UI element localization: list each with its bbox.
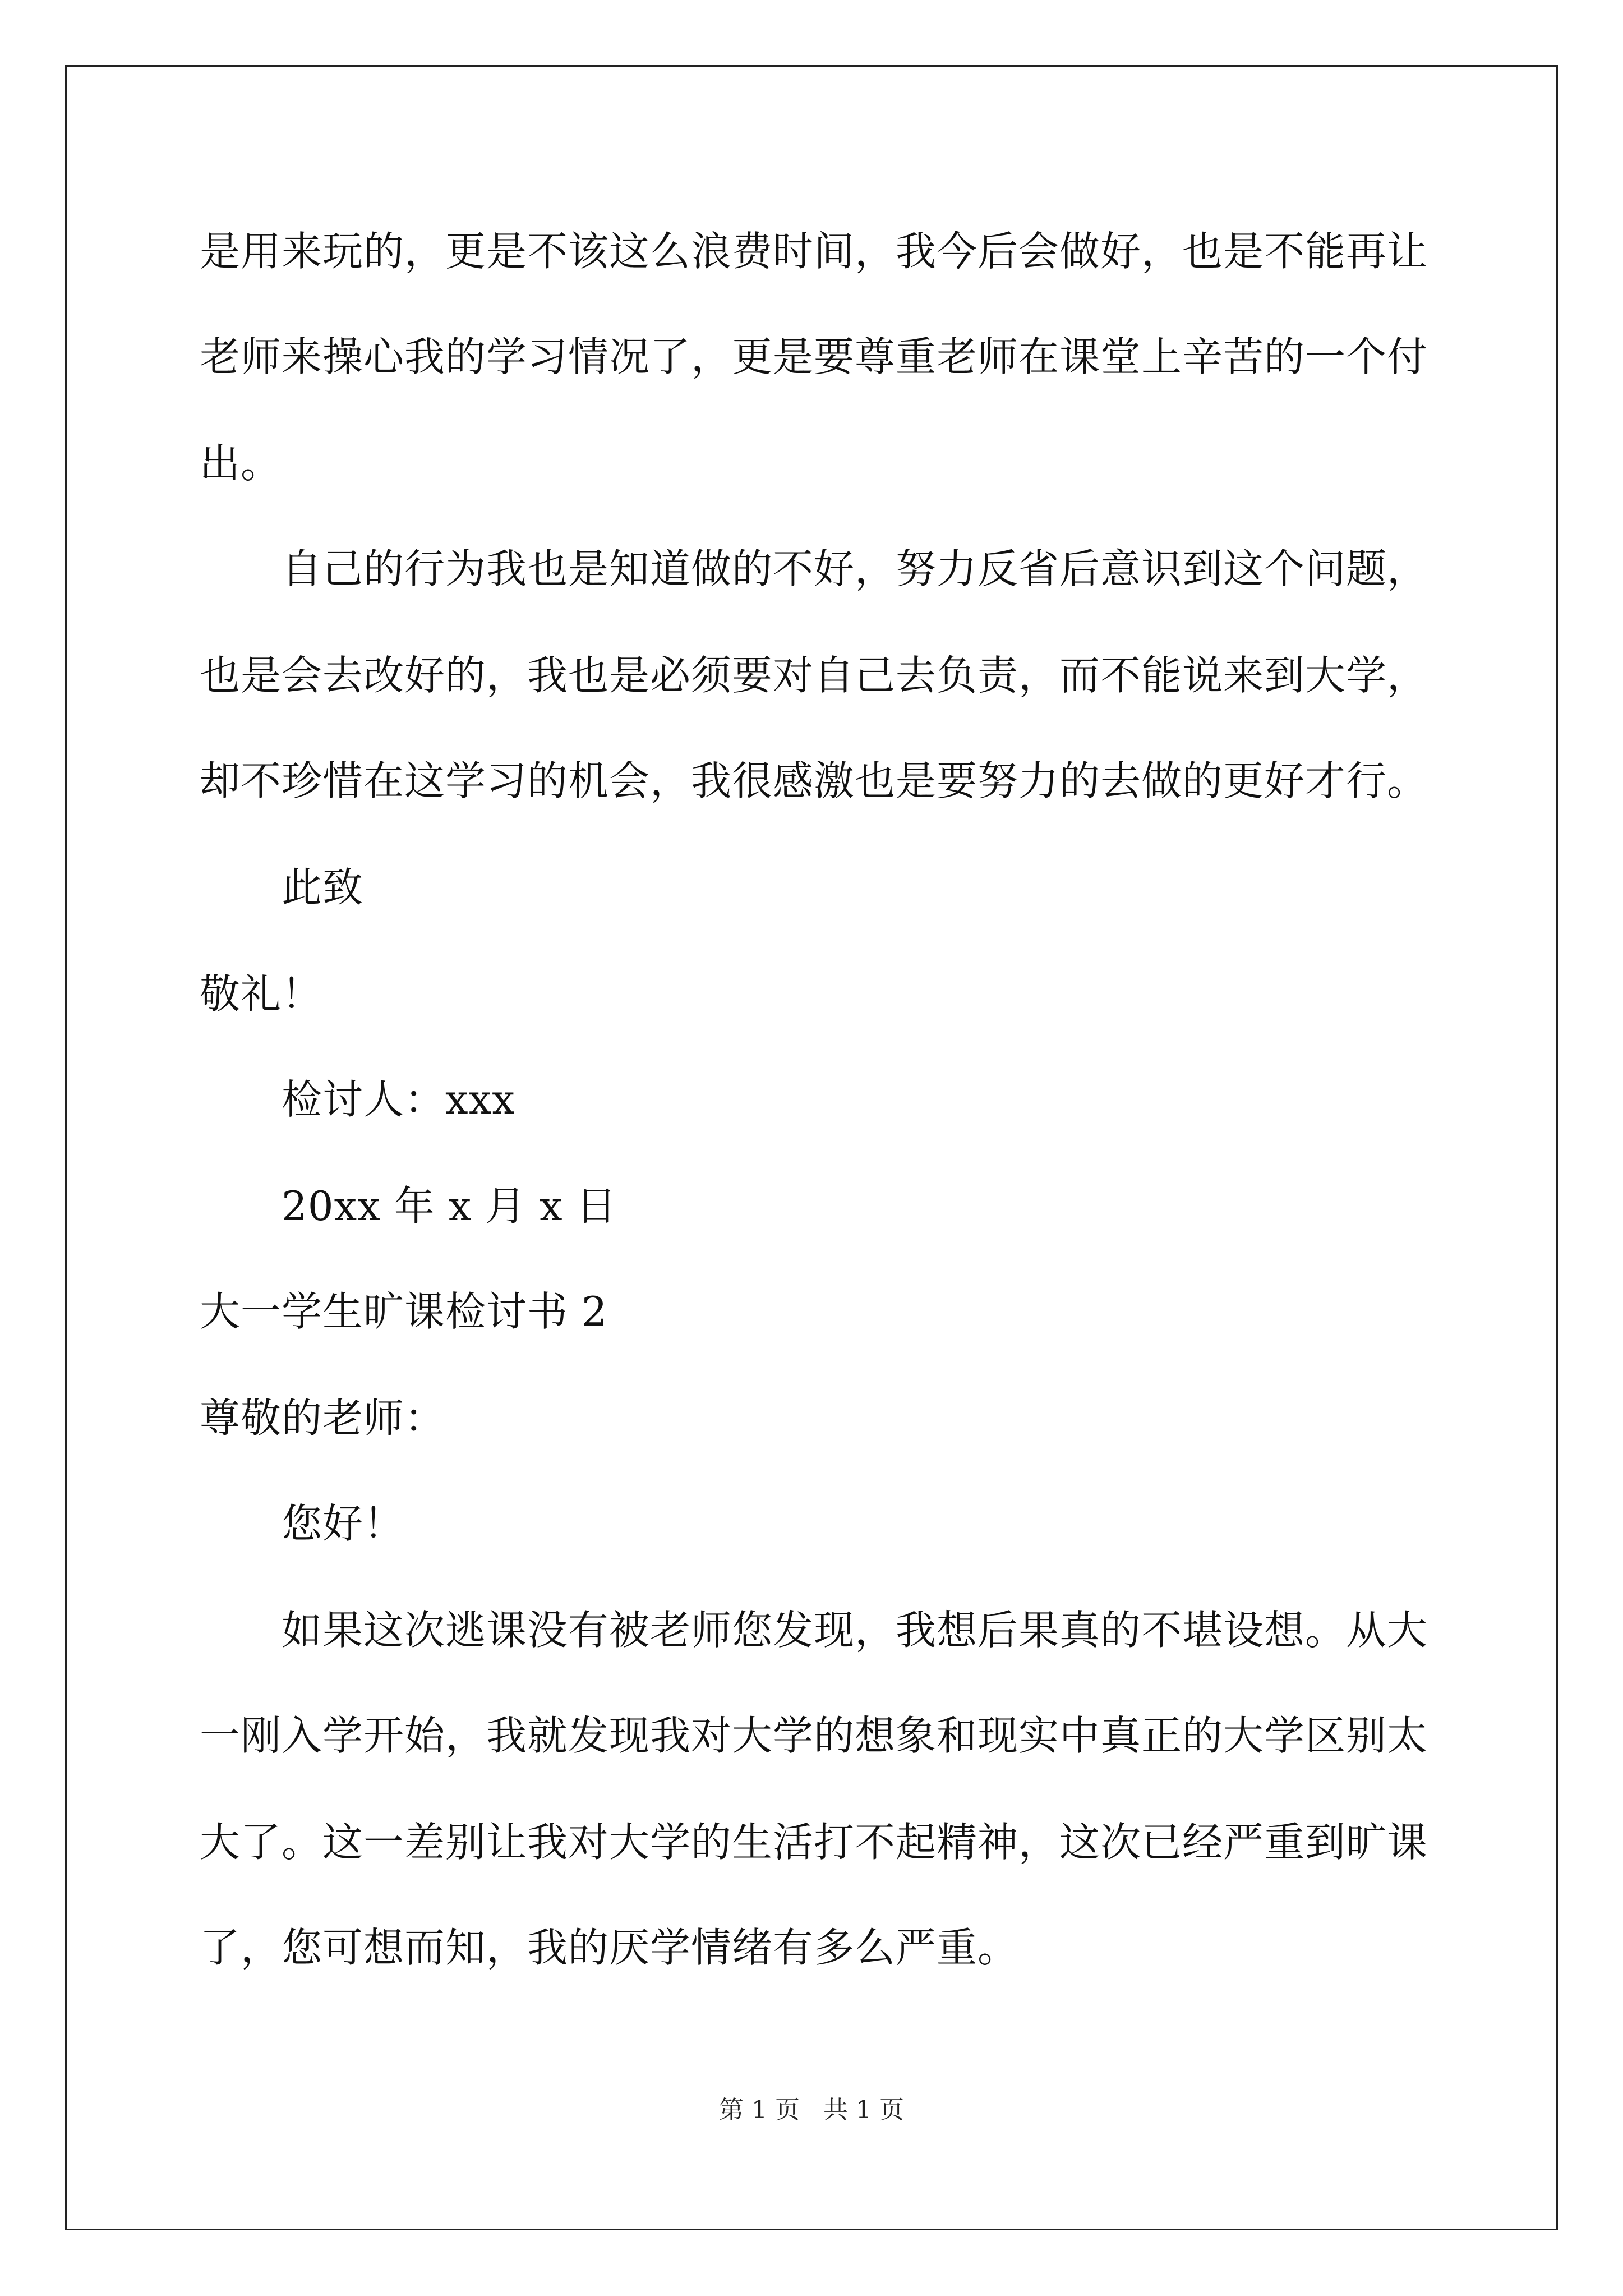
signer: 检讨人：xxx [282,1076,515,1123]
page-footer: 第 1 页 共 1 页 [719,2096,904,2124]
paragraph-2-line-2: 也是会去改好的，我也是必须要对自己去负责，而不能说来到大学， [200,652,1428,699]
heading-2: 大一学生旷课检讨书 2 [200,1288,608,1335]
paragraph-1-line-3: 出。 [200,440,282,487]
paragraph-3-line-1: 如果这次逃课没有被老师您发现，我想后果真的不堪设想。从大 [282,1607,1428,1654]
hello: 您好！ [282,1500,405,1547]
paragraph-3-line-3: 大了。这一差别让我对大学的生活打不起精神，这次已经严重到旷课 [200,1819,1428,1866]
paragraph-2-line-3: 却不珍惜在这学习的机会，我很感激也是要努力的去做的更好才行。 [200,757,1428,804]
paragraph-2-line-1: 自己的行为我也是知道做的不好，努力反省后意识到这个问题， [282,545,1428,592]
date: 20xx 年 x 月 x 日 [282,1182,617,1230]
paragraph-1-line-2: 老师来操心我的学习情况了，更是要尊重老师在课堂上辛苦的一个付 [200,333,1428,380]
paragraph-3-line-4: 了，您可想而知，我的厌学情绪有多么严重。 [200,1924,1019,1971]
paragraph-3-line-2: 一刚入学开始，我就发现我对大学的想象和现实中真正的大学区别太 [200,1712,1428,1759]
paragraph-1-line-1: 是用来玩的，更是不该这么浪费时间，我今后会做好，也是不能再让 [200,228,1428,275]
greeting: 尊敬的老师： [200,1395,446,1442]
page-border [65,65,1558,2230]
closing: 此致 [282,864,364,911]
salute: 敬礼！ [200,970,323,1018]
